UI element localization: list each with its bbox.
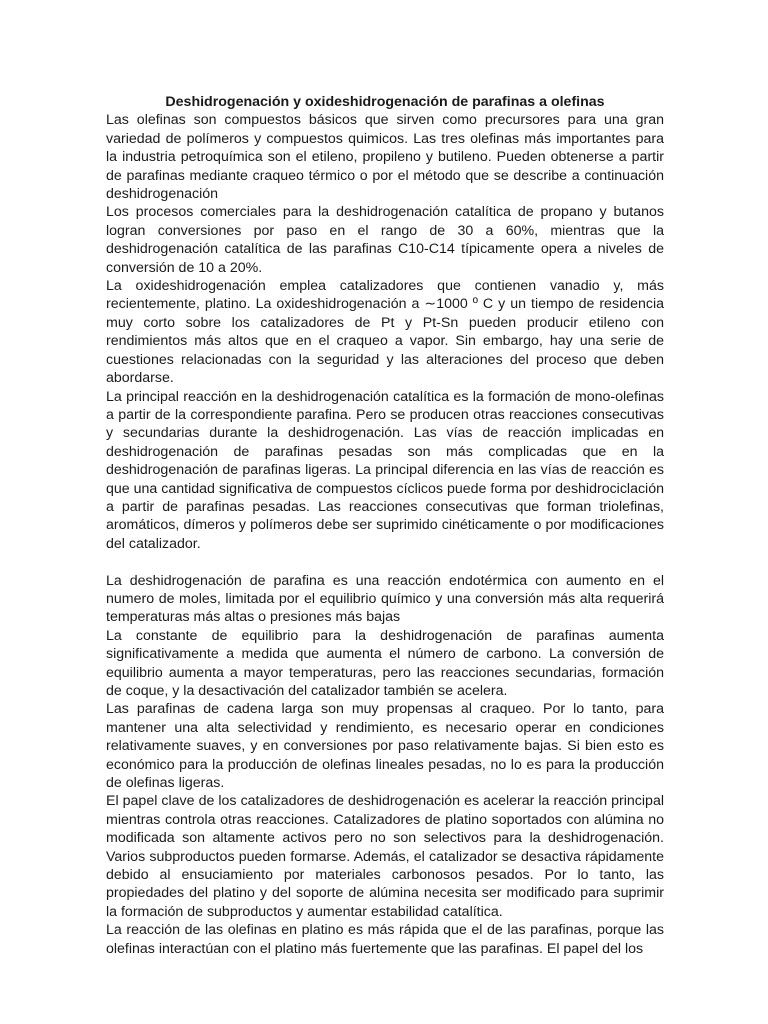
paragraph-long-chain: Las parafinas de cadena larga son muy propensas al craqueo. Por lo tanto, para mantener una alta selectividad y rendimiento, es necesario operar en condiciones relativamente suaves, y en conversiones por paso relativamente bajas. Si bien esto es económico para la producción de olefinas lineales pesadas, no lo es para la producción de olefinas ligeras. (106, 701, 664, 792)
paragraph-intro: Las olefinas son compuestos básicos que sirven como precursores para una gran variedad de polímeros y compuestos quimicos. Las tres olefinas más importantes para la industria petroquímica son el etileno, propileno y butileno. Pueden obtenerse a partir de parafinas mediante craqueo térmico o por el método que se describe a continuación deshidrogenación (106, 112, 664, 203)
paragraph-commercial-processes: Los procesos comerciales para la deshidrogenación catalítica de propano y butanos logran conversiones por paso en el rango de 30 a 60%, mientras que la deshidrogenación catalítica de las parafinas C10-C14 típicamente opera a niveles de conversión de 10 a 20%. (106, 204, 664, 276)
document-title: Deshidrogenación y oxideshidrogenación de parafinas a olefinas (165, 94, 605, 110)
paragraph-equilibrium-constant: La constante de equilibrio para la deshidrogenación de parafinas aumenta significativamente a medida que aumenta el número de carbono. La conversión de equilibrio aumenta a mayor temperaturas, pero las reacciones secundarias, formación de coque, y la desactivación del catalizador también se acelera. (106, 627, 664, 699)
paragraph-oxidehydrogenation: La oxideshidrogenación emplea catalizadores que contienen vanadio y, más recientemente, platino. La oxideshidrogenación a ∼1000 º C y un tiempo de residencia muy corto sobre los catalizadores de Pt y Pt-Sn pueden producir etileno con rendimientos más altos que en el craqueo a vapor. Sin embargo, hay una serie de cuestiones relacionadas con la seguridad y las alteraciones del proceso que deben abordarse. (106, 278, 664, 387)
paragraph-endothermic: La deshidrogenación de parafina es una reacción endotérmica con aumento en el numero de moles, limitada por el equilibrio químico y una conversión más alta requerirá temperaturas más altas o presiones más bajas (106, 572, 664, 626)
paragraph-olefin-reaction: La reacción de las olefinas en platino es más rápida que el de las parafinas, porque las olefinas interactúan con el platino más fuertemente que las parafinas. El papel del los (106, 922, 664, 957)
paragraph-main-reaction: La principal reacción en la deshidrogenación catalítica es la formación de mono-olefinas a partir de la correspondiente parafina. Pero se producen otras reacciones consecutivas y secundarias durante la deshidrogenación. Las vías de reacción implicadas en deshidrogenación de parafinas pesadas son más complicadas que en la deshidrogenación de parafinas ligeras. La principal diferencia en las vías de reacción es que una cantidad significativa de compuestos cíclicos puede forma por deshidrociclación a partir de parafinas pesadas. Las reacciones consecutivas que forman triolefinas, aromáticos, dímeros y polímeros debe ser suprimido cinéticamente o por modificaciones del catalizador. (106, 388, 664, 552)
document-body (106, 93, 664, 958)
paragraph-catalyst-role: El papel clave de los catalizadores de deshidrogenación es acelerar la reacción principal mientras controla otras reacciones. Catalizadores de platino soportados con alúmina no modificada son altamente activos pero no son selectivos para la deshidrogenación. Varios subproductos pueden formarse. Además, el catalizador se desactiva rápidamente debido al ensuciamiento por materiales carbonosos pesados. Por lo tanto, las propiedades del platino y del soporte de alúmina necesita ser modificado para suprimir la formación de subproductos y aumentar estabilidad catalítica. (106, 793, 664, 920)
paragraph-spacer (106, 553, 664, 571)
